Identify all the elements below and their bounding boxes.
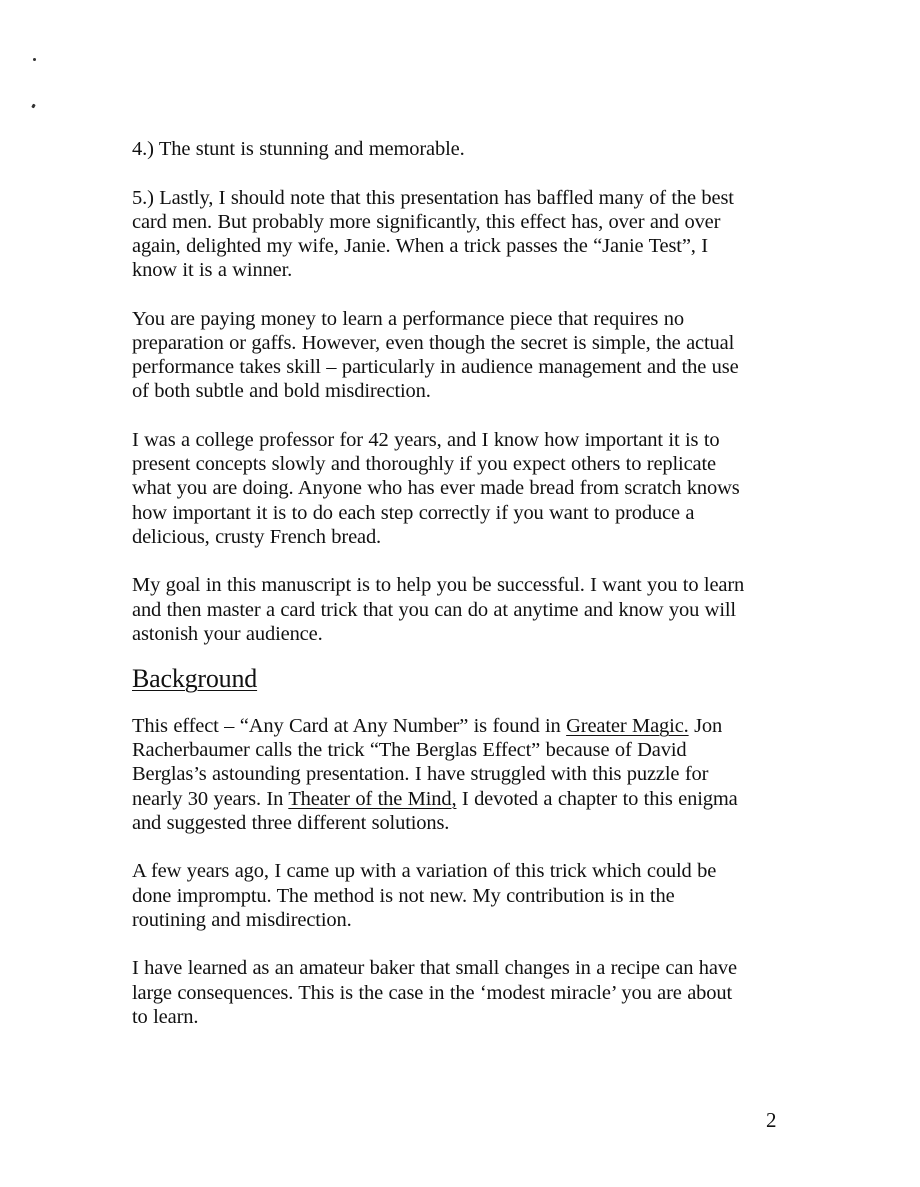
scan-speck-bottom (31, 104, 36, 109)
scan-speck-top (33, 58, 36, 61)
section-heading-background: Background (132, 664, 258, 694)
list-item-4: 4.) The stunt is stunning and memorable. (132, 138, 465, 160)
paragraph-performance: You are paying money to learn a performance piece that requires no preparation or gaffs. However, even though the secret is simple, the actual performance takes skill – particularly in audience management and the use of both subtle and bold misdirection. (132, 307, 739, 403)
page-number: 2 (766, 1108, 777, 1132)
document-body (132, 137, 792, 1053)
book-title-theater-of-the-mind: Theater of the Mind, (288, 787, 457, 810)
paragraph-baker: I have learned as an amateur baker that small changes in a recipe can have large consequences. This is the case in the ‘modest miracle’ you are about to learn. (132, 957, 737, 1028)
paragraph-effect-source: This effect – “Any Card at Any Number” is found in Greater Magic. Jon Racherbaumer calls the trick “The Berglas Effect” because of David Berglas’s astounding presentation. I have struggled with this puzzle for nearly 30 years. In Theater of the Mind, I devoted a chapter to this enigma and suggested three different solutions. (132, 714, 792, 835)
paragraph-goal: My goal in this manuscript is to help you be successful. I want you to learn and then master a card trick that you can do at anytime and know you will astonish your audience. (132, 574, 745, 645)
line-greater-magic: This effect – “Any Card at Any Number” is found in Greater Magic. Jon (132, 715, 723, 738)
book-title-greater-magic: Greater Magic. (566, 715, 689, 738)
paragraph-variation: A few years ago, I came up with a variation of this trick which could be done impromptu. The method is not new. My contribution is in the routining and misdirection. (132, 860, 717, 931)
paragraph-professor: I was a college professor for 42 years, and I know how important it is to present concepts slowly and thoroughly if you expect others to replicate what you are doing. Anyone who has ever made bread from scratch knows how important it is to do each step correctly if you want to produce a delicious, crusty French bread. (132, 429, 740, 548)
list-item-5: 5.) Lastly, I should note that this presentation has baffled many of the best card men. But probably more significantly, this effect has, over and over again, delighted my wife, Janie. When a trick passes the “Janie Test”, I know it is a winner. (132, 186, 734, 282)
line-theater-of-the-mind: nearly 30 years. In Theater of the Mind, I devoted a chapter to this enigma (132, 787, 738, 810)
